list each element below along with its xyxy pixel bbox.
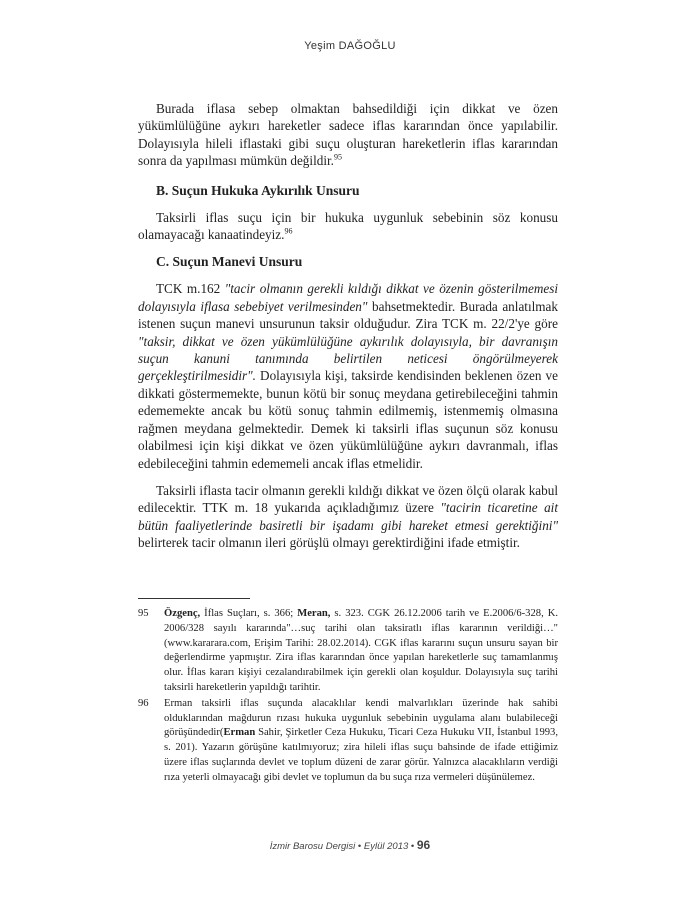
- journal-name: İzmir Barosu Dergisi: [269, 841, 356, 852]
- footer-separator: •: [408, 841, 417, 852]
- issue-date: Eylül 2013: [363, 841, 409, 852]
- footnote-ref-95[interactable]: 95: [333, 152, 342, 162]
- paragraph-4-part-c: belirterek tacir olmanın ileri görüşlü olmayı gerektirdiğini ifade etmiştir.: [138, 535, 520, 551]
- footnotes: [138, 607, 558, 787]
- footnote-96: [138, 697, 558, 786]
- footnote-divider: [138, 598, 250, 599]
- footnote-number: 96: [138, 697, 149, 709]
- page-footer: [0, 838, 700, 852]
- footnote-ref-96[interactable]: 96: [284, 226, 293, 236]
- footnote-text: Sahir, Şirketler Ceza Hukuku, Ticari Ceza Hukuku VII, İstanbul 1993, s. 201). Yazarın görüşüne katılmıyoruz; zira hileli iflas suçu bahsinde de ifade ettiğimiz üzere iflas suçlarında devlet ve toplum düzeni de zarar görür. Yalnızca alacaklıların verdiği rıza yeterli olmayacağı gibi devlet ve toplumun da bu suça rıza vermeleri düşünülemez.: [164, 727, 558, 783]
- footnote-text: s. 323. CGK 26.12.2006 tarih ve E.2006/6-328, K. 2006/328 sayılı kararında"…suç tarihi olan taksiratlı iflas kararının verildiği…"(www.kararara.com, Erişim Tarihi: 28.02.2014). CGK iflas kararını suçun unsuru sayan bir değerlendirme yapmıştır. Zira iflas kararından önce yapılan hareketlerle suç tamamlanmış olur. İflas kararı kişiyi cezalandırabilmek için gerekli olan koşuldur. Dolayısıyla suç tarihi taksirli hareketlerin yapıldığı tarihtir.: [164, 608, 558, 693]
- footnote-author: Özgenç,: [164, 608, 201, 619]
- paragraph-3: [138, 280, 558, 471]
- paragraph-3-part-c: bahsetmektedir. Burada anlatılmak istenen suçun manevi unsurunun taksir olduğudur. Zira TCK m. 22/2'ye göre: [138, 298, 558, 332]
- paragraph-4-quote: "tacirin ticaretine ait bütün faaliyetlerinde basiretli bir işadamı gibi hareket etmesi gerektiğini": [138, 500, 559, 533]
- paragraph-2-text: Taksirli iflas suçu için bir hukuka uygunluk sebebinin söz konusu olamayacağı kanaatindeyiz.: [138, 209, 558, 243]
- paragraph-3-part-a: TCK m.162: [156, 281, 225, 297]
- footnote-author: Erman: [223, 727, 256, 739]
- paragraph-4: [138, 482, 558, 552]
- main-text: [138, 100, 558, 562]
- paragraph-3-quote-1: "tacir olmanın gerekli kıldığı dikkat ve özenin gösterilmemesi dolayısıyla iflasa sebebiyet verilmesinden": [138, 281, 558, 314]
- running-head-author: Yeşim DAĞOĞLU: [304, 40, 396, 52]
- footer-separator: •: [355, 841, 364, 852]
- paragraph-3-part-e: Dolayısıyla kişi, taksirde kendisinden beklenen özen ve dikkati göstermemekte, bunun kötü bir sonuç meydana getirebileceğini tahmin edememekte ancak bu kötü sonuç tahmin edilmemiş, istenmemiş olmasına rağmen meydana gelmektedir. Demek ki taksirli iflas suçunun söz konusu olabilmesi için kişi dikkat ve özen yükümlülüğüne aykırı davranmalı, iflas edebileceğini tahmin edememeli ancak iflas etmelidir.: [138, 368, 558, 471]
- paragraph-2: [138, 209, 558, 244]
- footnote-text: İflas Suçları, s. 366;: [200, 608, 298, 619]
- footnote-number: 95: [138, 608, 149, 619]
- paragraph-1-text: Burada iflasa sebep olmaktan bahsedildiği için dikkat ve özen yükümlülüğüne aykırı hareketler sadece iflas kararından önce yapılabilir. Dolayısıyla hileli iflastaki gibi suçu oluşturan hareketlerin iflas kararından sonra da yapılması mümkün değildir.: [138, 101, 558, 169]
- section-heading-b: B. Suçun Hukuka Aykırılık Unsuru: [156, 182, 360, 198]
- paragraph-3-quote-2: "taksir, dikkat ve özen yükümlülüğüne aykırılık dolayısıyla, bir davranışın suçun kanuni tanımında belirtilen neticesi öngörülmeyerek gerçekleştirilmesidir".: [138, 333, 558, 384]
- paragraph-1: [138, 100, 558, 170]
- paragraph-4-part-a: Taksirli iflasta tacir olmanın gerekli kıldığı dikkat ve özen ölçü olarak kabul edilecektir. TTK m. 18 yukarıda açıkladığımız üzere: [138, 482, 558, 516]
- footnote-author: Meran,: [297, 608, 331, 619]
- footnote-text: Erman taksirli iflas suçunda alacaklılar kendi malvarlıkları üzerinde hak sahibi olduklarından mağdurun rızası hukuka uygunluk sebebinin uygulama alanı bulabileceği görüşündedir(: [164, 697, 558, 739]
- footnote-95: [138, 607, 558, 696]
- page-number: 96: [416, 838, 431, 852]
- section-heading-c: C. Suçun Manevi Unsuru: [156, 254, 303, 270]
